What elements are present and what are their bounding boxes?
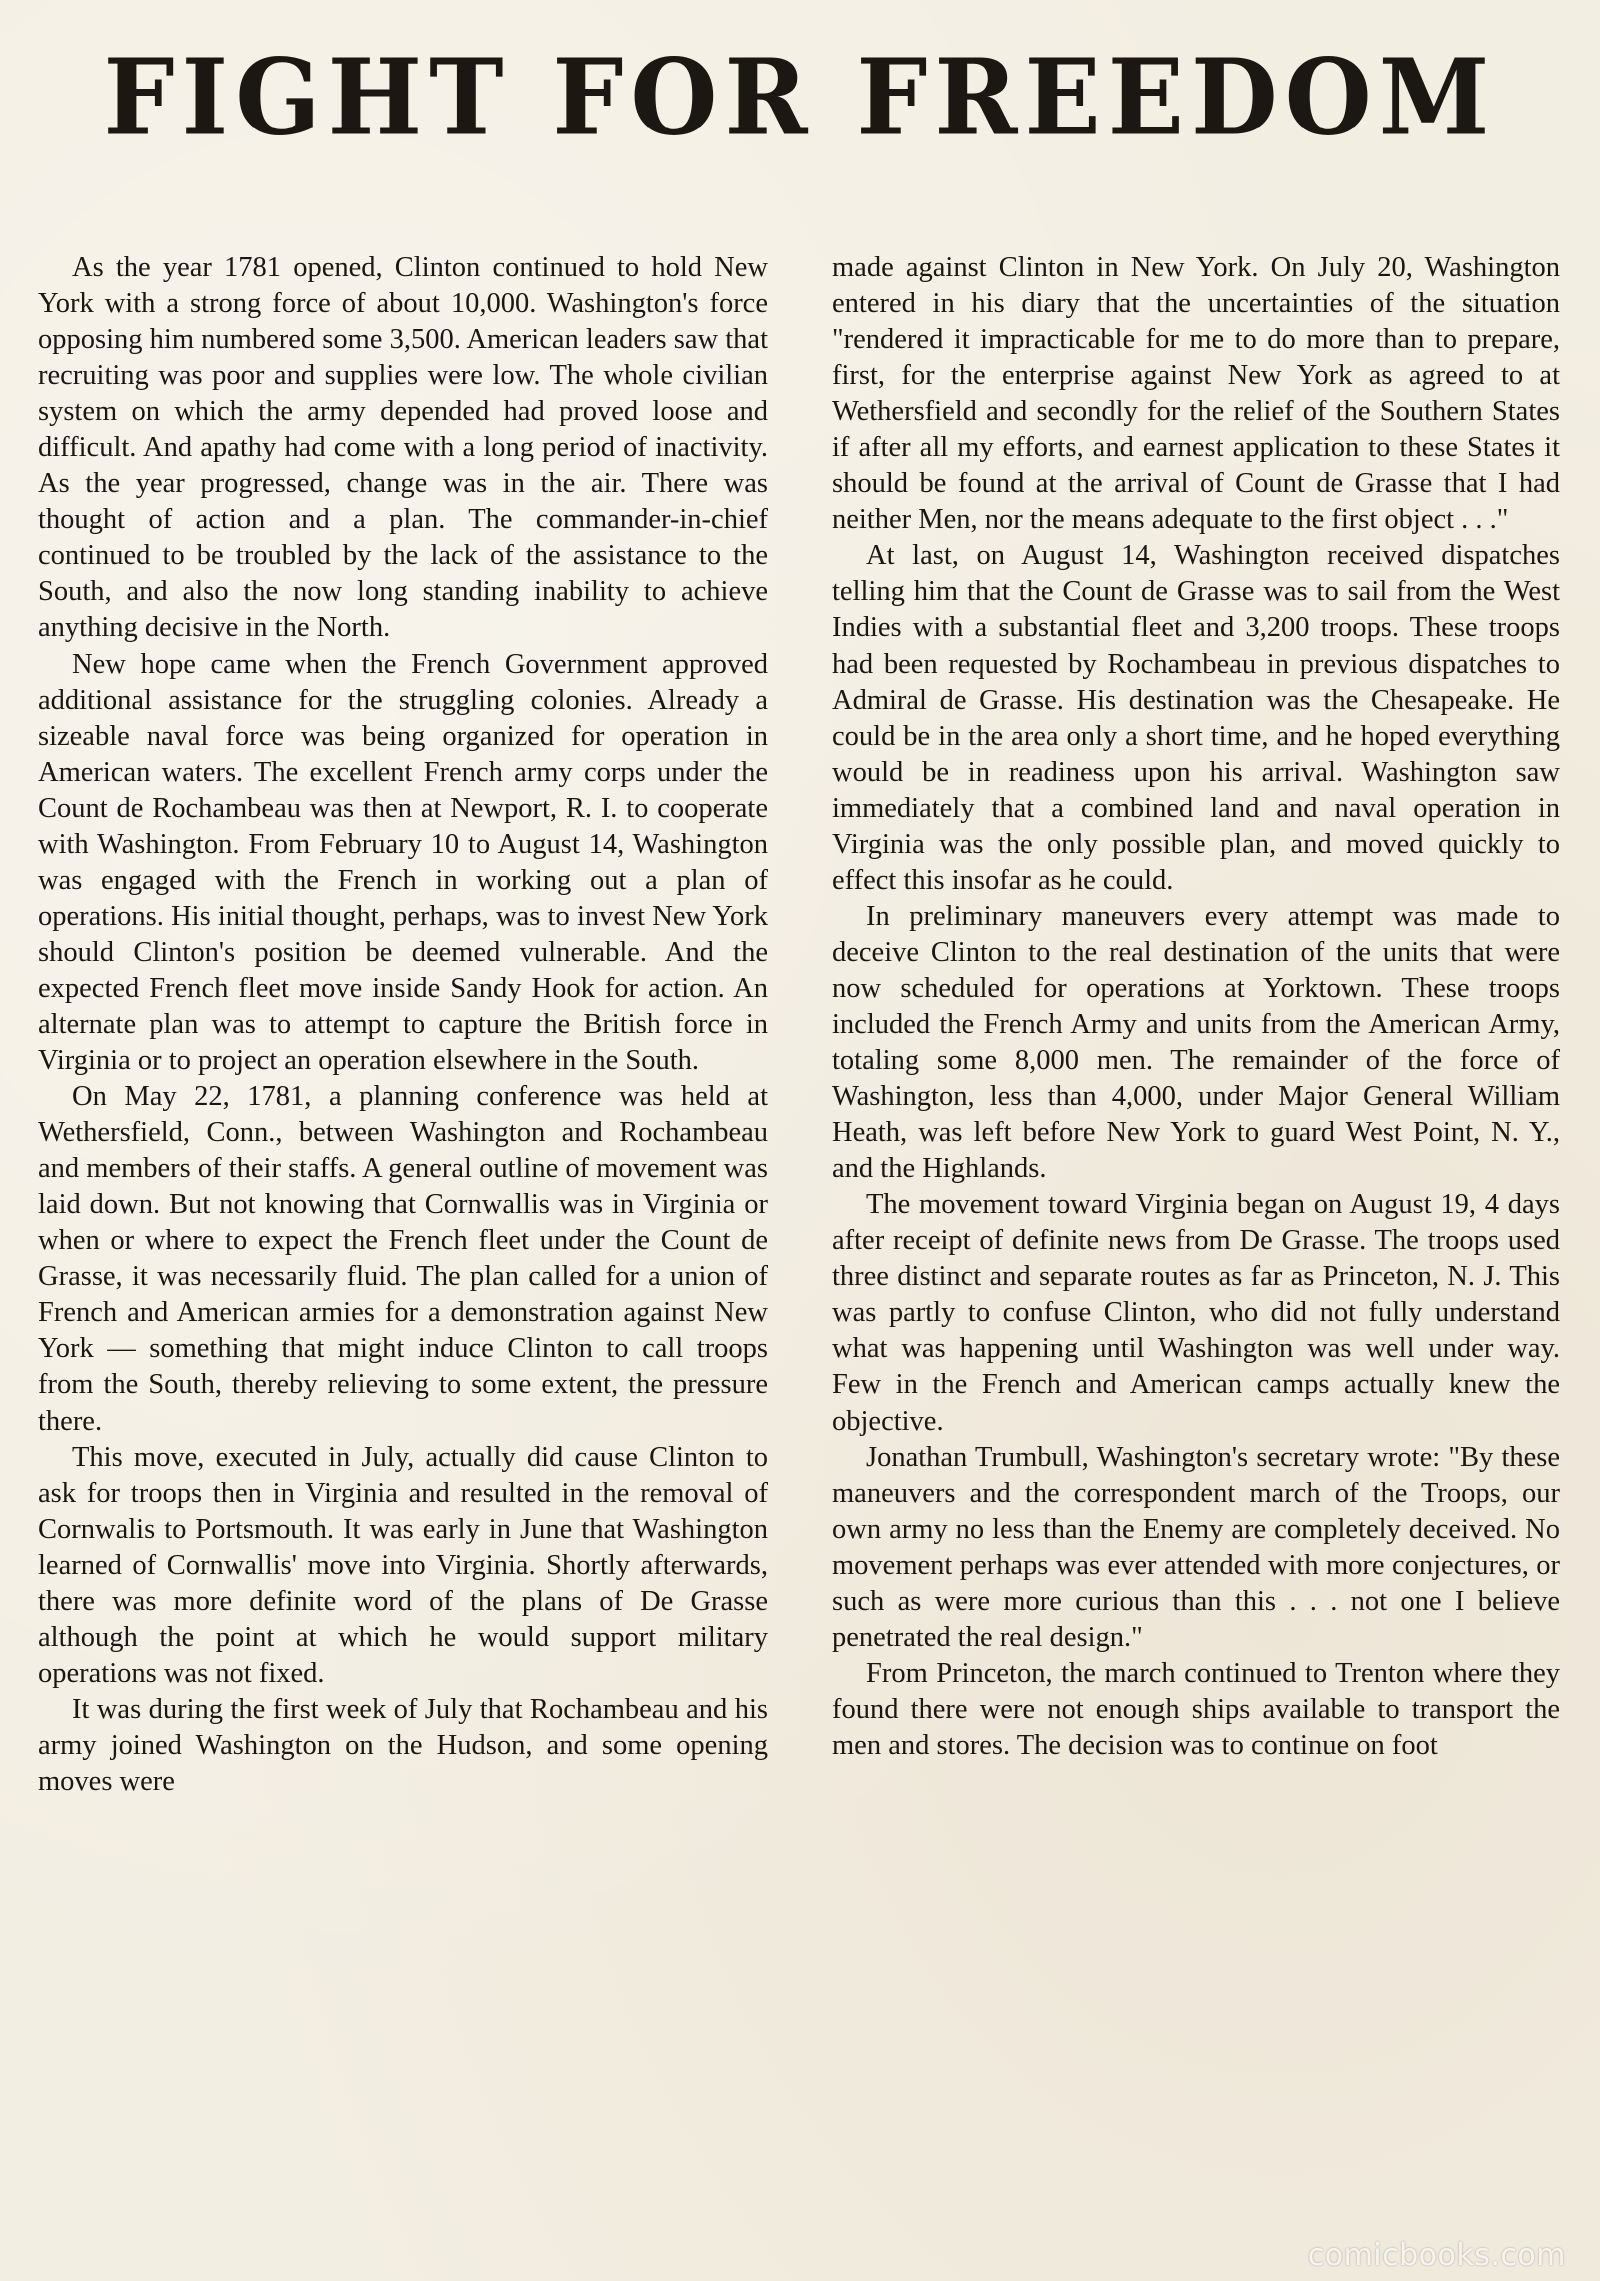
paragraph: At last, on August 14, Washington received dispatches telling him that the Count de Grasse was to sail from the West Indies with a substantial fleet and 3,200 troops. These troops had been requested by Rochambeau in previous dispatches to Admiral de Grasse. His destination was the Chesapeake. He could be in the area only a short time, and he hoped everything would be in readiness upon his arrival. Washington saw immediately that a combined land and naval operation in Virginia was the only possible plan, and moved quickly to effect this insofar as he could. xyxy=(832,540,1560,896)
paragraph: In preliminary maneuvers every attempt was made to deceive Clinton to the real destination of the units that were now scheduled for operations at Yorktown. These troops included the French Army and units from the American Army, totaling some 8,000 men. The remainder of the force of Washington, less than 4,000, under Major General William Heath, was left before New York to guard West Point, N. Y., and the Highlands. xyxy=(832,900,1560,1185)
paragraph: On May 22, 1781, a planning conference was held at Wethersfield, Conn., between Washington and Rochambeau and members of their staffs. A general outline of movement was laid down. But not knowing that Cornwallis was in Virginia or when or where to expect the French fleet under the Count de Grasse, it was necessarily fluid. The plan called for a union of French and American armies for a demonstration against New York — something that might induce Clinton to call troops from the South, thereby relieving to some extent, the pressure there. xyxy=(38,1081,768,1437)
paragraph: made against Clinton in New York. On July 20, Washington entered in his diary that the uncertainties of the situation "rendered it impracticable for me to do more than to prepare, first, for the enterprise against New York as agreed to at Wethersfield and secondly for the relief of the Southern States if after all my efforts, and earnest application to these States it should be found at the arrival of Count de Grasse that I had neither Men, nor the means adequate to the first object . . ." xyxy=(832,252,1560,536)
paragraph: It was during the first week of July that Rochambeau and his army joined Washington on the Hudson, and some opening moves were xyxy=(38,1693,768,1797)
page-title: FIGHT FOR FREEDOM xyxy=(103,35,1497,159)
paragraph: From Princeton, the march continued to Trenton where they found there were not enough ships available to transport the men and stores. The decision was to continue on foot xyxy=(832,1657,1560,1761)
left-column xyxy=(38,250,768,1800)
paragraph: As the year 1781 opened, Clinton continued to hold New York with a strong force of about 10,000. Washington's force opposing him numbered some 3,500. American leaders saw that recruiting was poor and supplies were low. The whole civilian system on which the army depended had proved loose and difficult. And apathy had come with a long period of inactivity. As the year progressed, change was in the air. There was thought of action and a plan. The commander-in-chief continued to be troubled by the lack of the assistance to the South, and also the now long standing inability to achieve anything decisive in the North. xyxy=(38,252,768,644)
paragraph: This move, executed in July, actually did cause Clinton to ask for troops then in Virginia and resulted in the removal of Cornwalis to Portsmouth. It was early in June that Washington learned of Cornwallis' move into Virginia. Shortly afterwards, there was more definite word of the plans of De Grasse although the point at which he would support military operations was not fixed. xyxy=(38,1441,768,1689)
watermark: comicbooks.com xyxy=(1307,2238,1566,2273)
paragraph: The movement toward Virginia began on August 19, 4 days after receipt of definite news from De Grasse. The troops used three distinct and separate routes as far as Princeton, N. J. This was partly to confuse Clinton, who did not fully understand what was happening until Washington was well under way. Few in the French and American camps actually knew the objective. xyxy=(832,1189,1560,1437)
paragraph: Jonathan Trumbull, Washington's secretary wrote: "By these maneuvers and the correspondent march of the Troops, our own army no less than the Enemy are completely deceived. No movement perhaps was ever attended with more conjectures, or such as were more curious than this . . . not one I believe penetrated the real design." xyxy=(832,1441,1560,1653)
right-column xyxy=(832,250,1560,1764)
paragraph: New hope came when the French Government approved additional assistance for the struggling colonies. Already a sizeable naval force was being organized for operation in American waters. The excellent French army corps under the Count de Rochambeau was then at Newport, R. I. to cooperate with Washington. From February 10 to August 14, Washington was engaged with the French in working out a plan of operations. His initial thought, perhaps, was to invest New York should Clinton's position be deemed vulnerable. And the expected French fleet move inside Sandy Hook for action. An alternate plan was to attempt to capture the British force in Virginia or to project an operation elsewhere in the South. xyxy=(38,648,768,1077)
